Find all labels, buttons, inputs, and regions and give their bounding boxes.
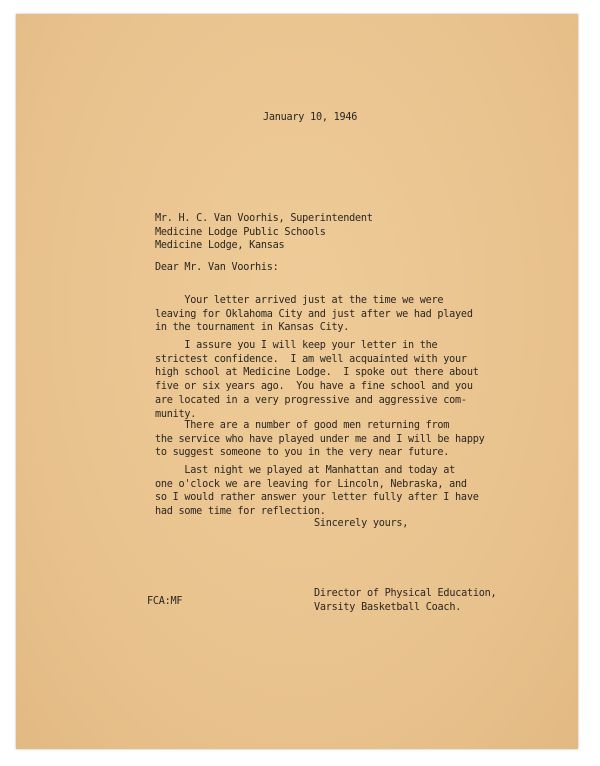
paragraph-line: Your letter arrived just at the time we were xyxy=(155,295,444,306)
signature-line: Varsity Basketball Coach. xyxy=(314,601,462,613)
address-line: Mr. H. C. Van Voorhis, Superintendent xyxy=(155,213,373,224)
paragraph-line: the service who have played under me and I will be happy xyxy=(155,433,485,445)
paragraph-line: I assure you I will keep your letter in the xyxy=(155,340,438,351)
letter-page xyxy=(16,14,578,749)
paragraph-line: in the tournament in Kansas City. xyxy=(155,322,350,334)
paragraph-line: There are a number of good men returning from xyxy=(155,420,450,431)
paragraph-1 xyxy=(155,294,473,335)
closing: Sincerely yours, xyxy=(314,518,409,529)
paragraph-4 xyxy=(155,464,479,519)
paragraph-line: to suggest someone to you in the very near future. xyxy=(155,447,450,459)
address-line: Medicine Lodge, Kansas xyxy=(155,240,285,252)
paragraph-2 xyxy=(155,339,479,421)
paragraph-line: strictest confidence. I am well acquainted with your xyxy=(155,353,467,365)
paragraph-3 xyxy=(155,419,484,460)
paragraph-line: high school at Medicine Lodge. I spoke out there about xyxy=(155,367,479,379)
recipient-address xyxy=(155,212,373,253)
address-line: Medicine Lodge Public Schools xyxy=(155,226,326,238)
paragraph-line: had some time for reflection. xyxy=(155,506,326,518)
salutation: Dear Mr. Van Voorhis: xyxy=(155,262,279,273)
paragraph-line: are located in a very progressive and aggressive com- xyxy=(155,394,467,406)
typist-initials: FCA:MF xyxy=(147,596,183,607)
paragraph-line: Last night we played at Manhattan and today at xyxy=(155,465,456,476)
paragraph-line: five or six years ago. You have a fine school and you xyxy=(155,381,473,393)
letter-date: January 10, 1946 xyxy=(263,112,358,123)
paragraph-line: so I would rather answer your letter fully after I have xyxy=(155,492,479,504)
paragraph-line: one o'clock we are leaving for Lincoln, Nebraska, and xyxy=(155,478,467,490)
signature-block xyxy=(314,587,496,614)
paragraph-line: munity. xyxy=(155,408,197,420)
signature-line: Director of Physical Education, xyxy=(314,588,497,599)
paragraph-line: leaving for Oklahoma City and just after we had played xyxy=(155,308,473,320)
